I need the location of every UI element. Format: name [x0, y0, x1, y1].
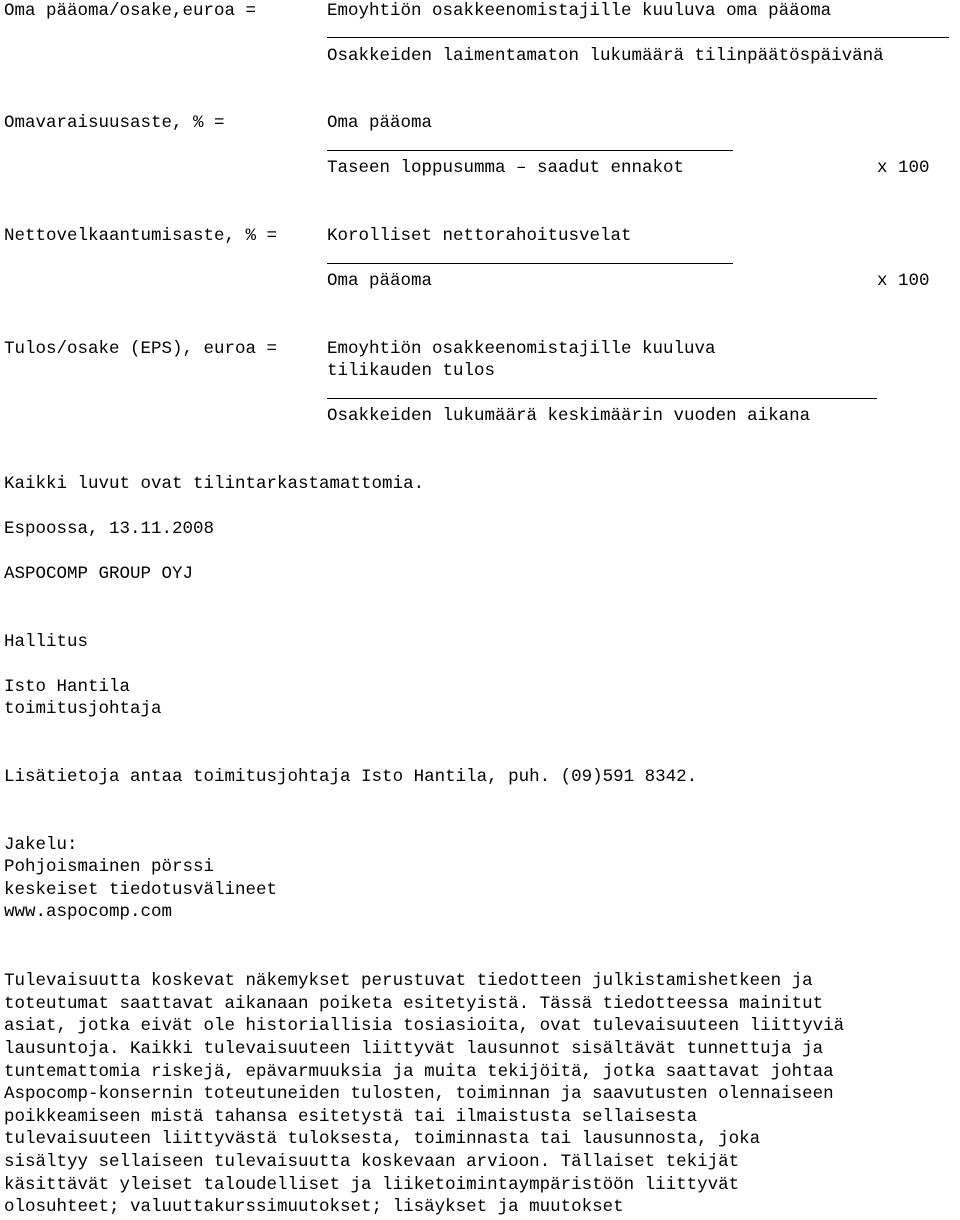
fraction-bar	[327, 263, 733, 264]
distribution-item: Pohjoismainen pörssi	[4, 857, 215, 877]
unaudited-notice: Kaikki luvut ovat tilintarkastamattomia.	[4, 474, 425, 494]
formula-label: Nettovelkaantumisaste, % =	[4, 226, 278, 246]
formula-multiplier: x 100	[877, 158, 930, 178]
disclaimer-line: poikkeamiseen mistä tahansa esitetystä tai ilmaistusta sellaisesta	[4, 1107, 698, 1127]
formula-numerator: Korolliset nettorahoitusvelat	[327, 226, 632, 246]
formula-denominator: Oma pääoma	[327, 271, 433, 291]
disclaimer-line: Aspocomp-konsernin toteutuneiden tulosten, toiminnan ja saavutusten olennaiseen	[4, 1084, 834, 1104]
distribution-item: keskeiset tiedotusvälineet	[4, 880, 278, 900]
formula-label: Tulos/osake (EPS), euroa =	[4, 339, 278, 359]
formula-numerator-line: Emoyhtiön osakkeenomistajille kuuluva	[327, 339, 716, 359]
board-label: Hallitus	[4, 632, 89, 652]
formula-numerator: Oma pääoma	[327, 113, 433, 133]
fraction-bar	[327, 398, 877, 399]
formula-denominator: Taseen loppusumma – saadut ennakot	[327, 158, 685, 178]
formula-numerator-line: tilikauden tulos	[327, 361, 496, 381]
formula-label: Omavaraisuusaste, % =	[4, 113, 225, 133]
disclaimer-line: toteutumat saattavat aikanaan poiketa esitetyistä. Tässä tiedotteessa mainitut	[4, 994, 824, 1014]
place-date: Espoossa, 13.11.2008	[4, 519, 215, 539]
disclaimer-line: tulevaisuuteen liittyvästä tuloksesta, toiminnasta tai lausunnosta, joka	[4, 1129, 761, 1149]
signer-title: toimitusjohtaja	[4, 699, 162, 719]
formula-denominator: Osakkeiden laimentamaton lukumäärä tilinpäätöspäivänä	[327, 46, 884, 66]
disclaimer-line: Tulevaisuutta koskevat näkemykset perustuvat tiedotteen julkistamishetkeen ja	[4, 971, 813, 991]
disclaimer-line: asiat, jotka eivät ole historiallisia tosiasioita, ovat tulevaisuuteen liittyviä	[4, 1016, 845, 1036]
disclaimer-line: lausuntoja. Kaikki tulevaisuuteen liittyvät lausunnot sisältävät tunnettuja ja	[4, 1039, 824, 1059]
signer-name: Isto Hantila	[4, 677, 131, 697]
contact-info: Lisätietoja antaa toimitusjohtaja Isto Hantila, puh. (09)591 8342.	[4, 767, 698, 787]
distribution-item-website: www.aspocomp.com	[4, 902, 173, 922]
company-name: ASPOCOMP GROUP OYJ	[4, 564, 194, 584]
distribution-heading: Jakelu:	[4, 835, 78, 855]
formula-multiplier: x 100	[877, 271, 930, 291]
fraction-bar	[327, 150, 733, 151]
disclaimer-line: käsittävät yleiset taloudelliset ja liiketoimintaympäristöön liittyvät	[4, 1175, 740, 1195]
disclaimer-line: sisältyy sellaiseen tulevaisuutta koskevaan arvioon. Tällaiset tekijät	[4, 1152, 740, 1172]
disclaimer-line: tuntemattomia riskejä, epävarmuuksia ja muita tekijöitä, jotka saattavat johtaa	[4, 1062, 834, 1082]
formula-label: Oma pääoma/osake,euroa =	[4, 1, 257, 21]
fraction-bar	[327, 37, 949, 38]
formula-denominator: Osakkeiden lukumäärä keskimäärin vuoden aikana	[327, 406, 811, 426]
formula-numerator: Emoyhtiön osakkeenomistajille kuuluva oma pääoma	[327, 1, 832, 21]
disclaimer-line: olosuhteet; valuuttakurssimuutokset; lisäykset ja muutokset	[4, 1197, 624, 1217]
